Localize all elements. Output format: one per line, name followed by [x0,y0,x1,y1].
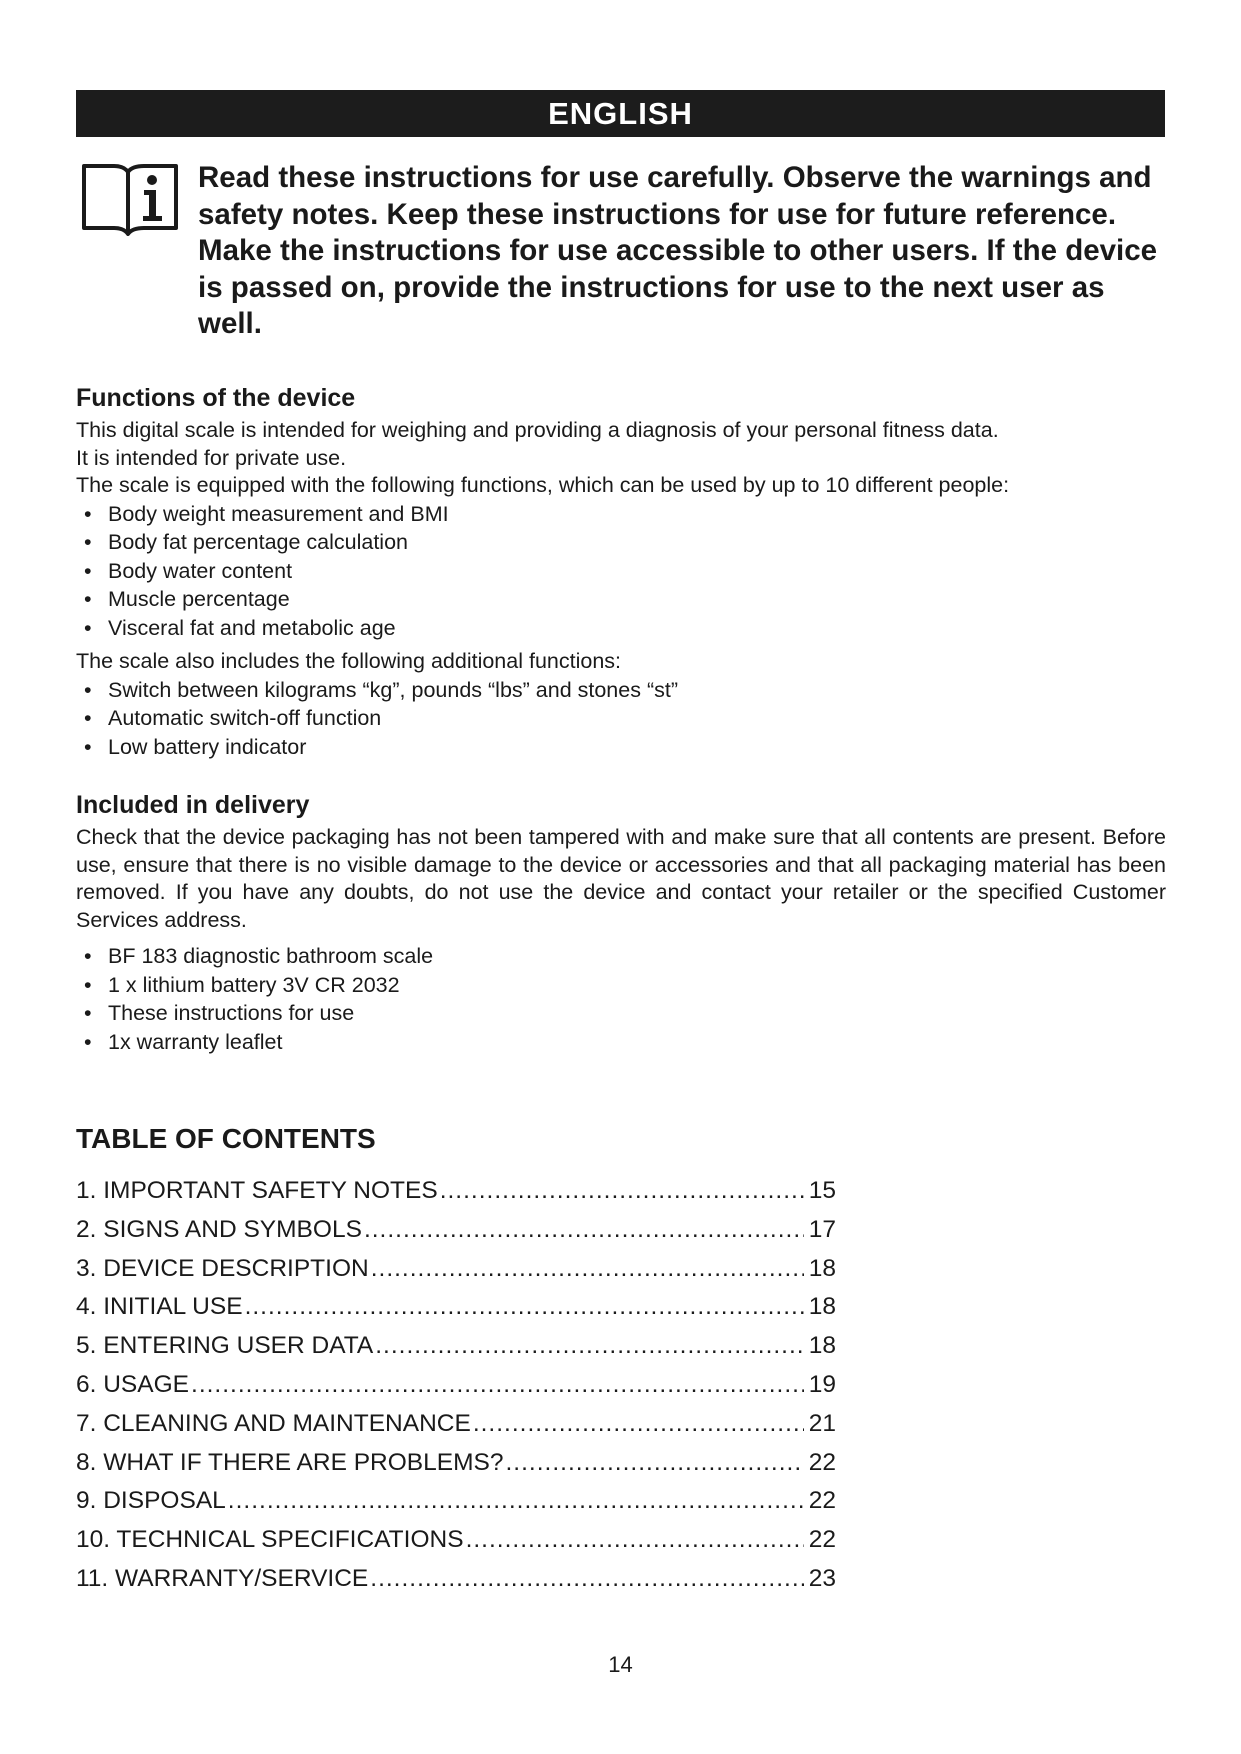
toc-entry[interactable] [76,1521,836,1560]
toc-entry[interactable] [76,1366,836,1405]
list-item: • Switch between kilograms “kg”, pounds “lbs” and stones “st” [76,676,1166,705]
toc-entry[interactable] [76,1172,836,1211]
toc-entry-page: 23 [808,1564,836,1592]
toc-entry-label: 2. SIGNS AND SYMBOLS [76,1215,362,1243]
read-instructions-icon [80,160,180,236]
table-of-contents [76,1172,836,1599]
list-item: • BF 183 diagnostic bathroom scale [76,942,1166,971]
toc-entry[interactable] [76,1405,836,1444]
toc-entry-page: 17 [808,1215,836,1243]
functions-line: The scale is equipped with the following functions, which can be used by up to 10 different people: [76,473,1010,497]
toc-entry-page: 22 [808,1526,836,1554]
toc-entry-page: 19 [808,1370,836,1398]
toc-entry-label: 3. DEVICE DESCRIPTION [76,1254,369,1282]
toc-entry[interactable] [76,1444,836,1483]
delivery-section [76,790,1166,1056]
functions-list [76,500,1166,643]
toc-entry[interactable] [76,1327,836,1366]
list-item: • Automatic switch-off function [76,704,1166,733]
toc-entry[interactable] [76,1288,836,1327]
toc-entry[interactable] [76,1482,836,1521]
delivery-heading: Included in delivery [76,791,310,819]
list-item: • 1x warranty leaflet [76,1028,1166,1057]
toc-entry-label: 9. DISPOSAL [76,1487,226,1515]
toc-entry-label: 10. TECHNICAL SPECIFICATIONS [76,1526,464,1554]
list-item: • Muscle percentage [76,585,1166,614]
intro-warning-text: Read these instructions for use carefully. Observe the warnings and safety notes. Keep these instructions for use for future reference. Make the instructions for use accessible to other users. If the device is passed on, provide the instructions for use to the next user as well. [198,161,1158,340]
toc-entry-page: 22 [808,1448,836,1476]
list-item: • Low battery indicator [76,733,1166,762]
toc-entry[interactable] [76,1250,836,1289]
toc-entry-label: 4. INITIAL USE [76,1293,243,1321]
list-item: • Body weight measurement and BMI [76,500,1166,529]
list-item: • These instructions for use [76,999,1166,1028]
additional-functions-list [76,676,1166,762]
list-item: • Body water content [76,557,1166,586]
toc-entry-label: 5. ENTERING USER DATA [76,1332,374,1360]
functions-section [76,383,1166,761]
functions-line: It is intended for private use. [76,445,347,470]
page-number: 14 [608,1652,633,1677]
toc-entry-label: 6. USAGE [76,1370,190,1398]
toc-entry-label: 11. WARRANTY/SERVICE [76,1564,369,1592]
list-item: • Body fat percentage calculation [76,528,1166,557]
toc-entry[interactable] [76,1560,836,1599]
toc-entry-label: 1. IMPORTANT SAFETY NOTES [76,1177,438,1204]
list-item: • 1 x lithium battery 3V CR 2032 [76,971,1166,1000]
toc-entry-label: 8. WHAT IF THERE ARE PROBLEMS? [76,1448,504,1476]
toc-entry-page: 18 [808,1332,836,1360]
toc-entry-label: 7. CLEANING AND MAINTENANCE [76,1409,471,1437]
language-header: ENGLISH [76,90,1165,137]
list-item: • Visceral fat and metabolic age [76,614,1166,643]
toc-entry-page: 22 [808,1487,836,1515]
functions-line: This digital scale is intended for weighing and providing a diagnosis of your personal fitness data. [76,418,999,442]
toc-heading: TABLE OF CONTENTS [76,1123,376,1154]
additional-functions-intro: The scale also includes the following additional functions: [76,649,621,673]
toc-entry-page: 18 [808,1293,836,1321]
toc-entry-page: 21 [808,1409,836,1437]
toc-entry[interactable] [76,1211,836,1250]
functions-heading: Functions of the device [76,384,356,412]
delivery-list [76,942,1166,1056]
toc-entry-page: 18 [808,1254,836,1282]
toc-entry-page: 15 [808,1177,836,1204]
delivery-text: Check that the device packaging has not been tampered with and make sure that all contents are present. Before use, ensure that there is no visible damage to the device or accessories and that all packaging material has been removed. If you have any doubts, do not use the device and contact your retailer or the specified Customer Services address. [76,825,1166,932]
